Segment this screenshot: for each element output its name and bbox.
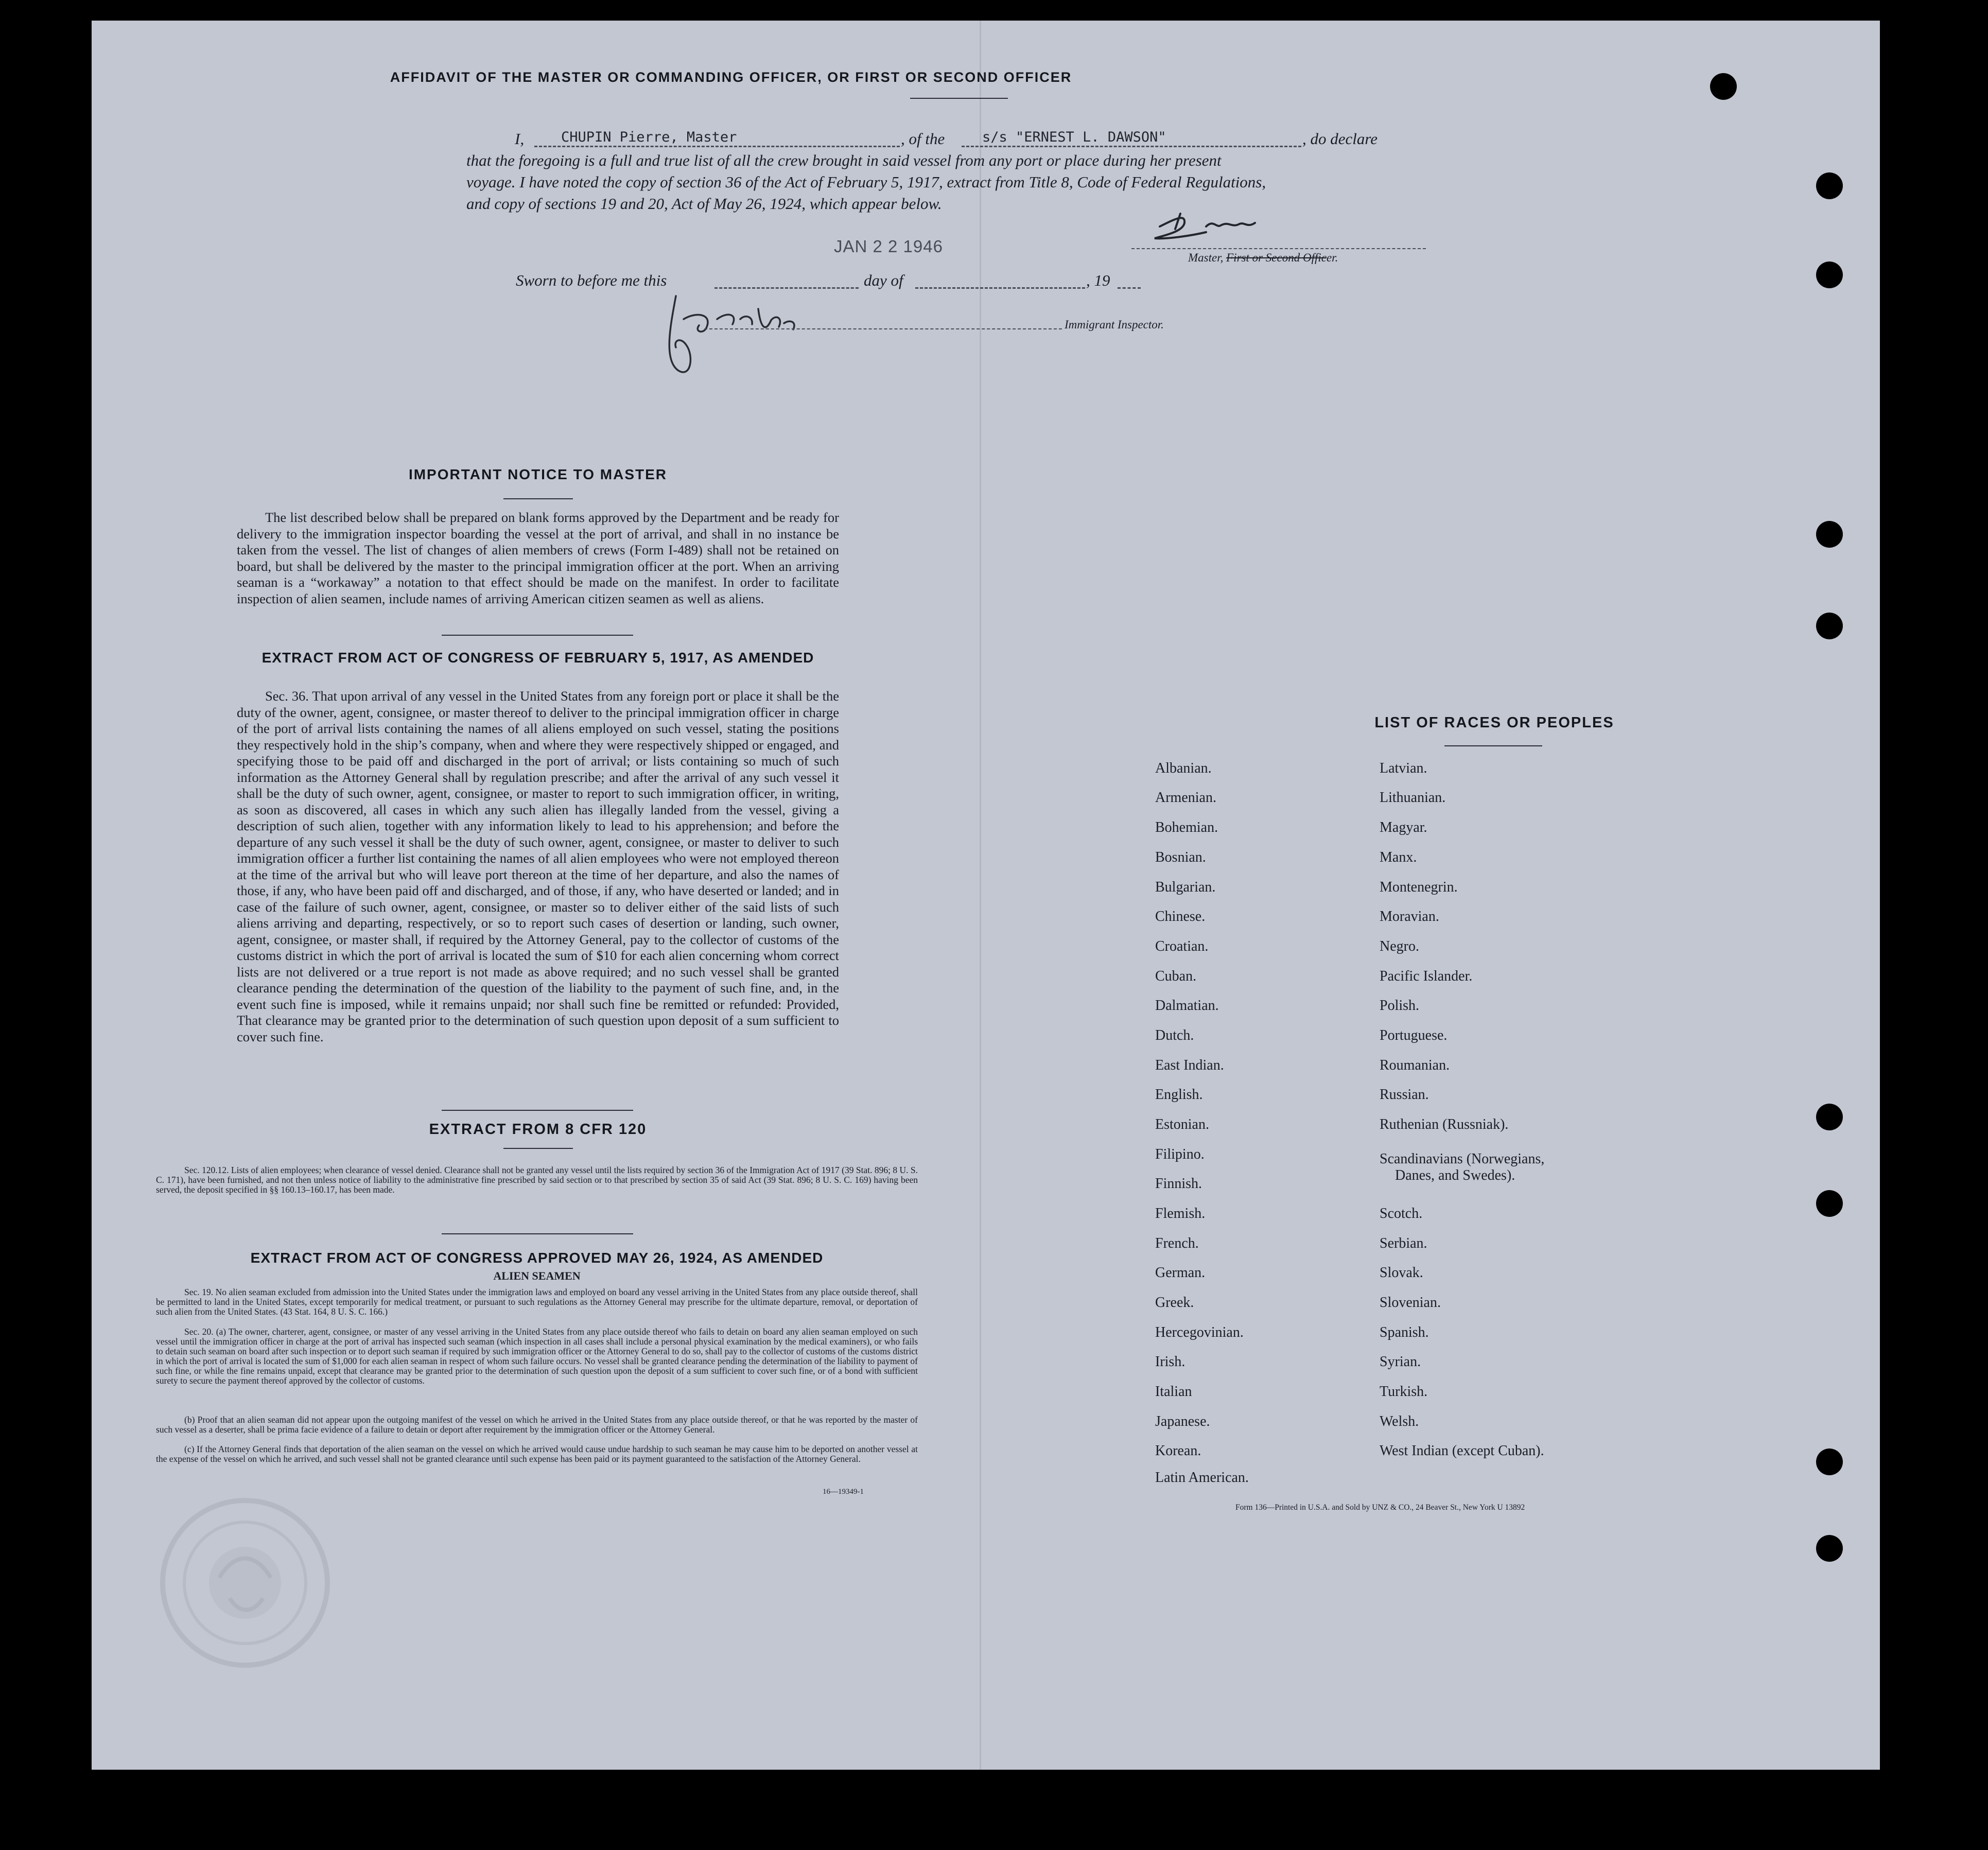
punch-hole — [1816, 172, 1843, 199]
race-item: West Indian (except Cuban). — [1380, 1443, 1544, 1459]
master-signature-line — [1131, 248, 1426, 249]
act1924-subheading: ALIEN SEAMEN — [493, 1269, 581, 1282]
race-item: Croatian. — [1155, 938, 1209, 954]
fold-line — [980, 21, 981, 1770]
act1924-sec20a: Sec. 20. (a) The owner, charterer, agent, consignee, or master of any vessel arriving in the United States from any place outside thereof who fails to detain on board any alien seaman employed on such vessel until the immigration officer in charge at the port of arrival has inspected such seaman (which inspection in all cases shall include a personal physical examination by the medical examiners), or who fails to detain such seaman on board after such inspection or to deport such seaman if required by such immigration officer or the Attorney General to do so, shall pay to the collector of customs of the customs district in which the port of arrival is located the sum of $1,000 for each alien seaman in respect of whom such failure occurs. No vessel shall be granted clearance pending the determination of the liability to payment of such fine, or while the fine remains unpaid, except that clearance may be granted prior to the determination of such question upon the deposit of a sum sufficient to cover such fine, or of a bond with sufficient surety to secure the payment thereof approved by the collector of customs. — [156, 1327, 918, 1386]
act1924-sec20b: (b) Proof that an alien seaman did not appear upon the outgoing manifest of the vessel on which he arrived in the United States from any place outside thereof, or that he was reported by the master of such vessel as a deserter, shall be prima facie evidence of a failure to detain or deport after requirement by the immigration officer or the Attorney General. — [156, 1415, 918, 1435]
race-item: Syrian. — [1380, 1354, 1421, 1370]
heading-rule — [910, 98, 1008, 99]
master-caption — [1188, 251, 1338, 265]
race-item: Moravian. — [1380, 909, 1439, 924]
race-item: Magyar. — [1380, 819, 1427, 835]
cfr-rule — [503, 1148, 573, 1149]
day-of-label: day of — [864, 271, 903, 289]
race-item: Albanian. — [1155, 760, 1212, 776]
cfr-body: Sec. 120.12. Lists of alien employees; when clearance of vessel denied. Clearance shall not be granted any vessel until the lists required by section 36 of the Immigration Act of 1917 (39 Stat. 896; 8 U. S. C. 171), have been furnished, and not then unless notice of liability to the administrative fine prescribed by said section or to that prescribed by section 35 of said Act (39 Stat. 896; 8 U. S. C. 169) having been served, the deposit specified in §§ 160.13–160.17, has been made. — [156, 1165, 918, 1195]
race-item: Italian — [1155, 1384, 1192, 1400]
punch-hole — [1816, 1104, 1843, 1130]
race-item: Filipino. — [1155, 1146, 1205, 1162]
race-item: Greek. — [1155, 1295, 1194, 1311]
punch-hole — [1816, 521, 1843, 548]
sworn-month-line — [915, 287, 1085, 289]
race-item: Korean. — [1155, 1443, 1201, 1459]
race-item: East Indian. — [1155, 1057, 1224, 1073]
sworn-label: Sworn to before me this — [516, 271, 667, 289]
of-the-label: , of the — [901, 130, 945, 148]
notice-body: The list described below shall be prepared on blank forms approved by the Department and be ready for delivery to the immigration inspector boarding the vessel at the port of arrival, and shall in no instance be taken from the vessel. The list of changes of alien members of crews (Form I-489) shall not be retained on board, but shall be delivered by the master to the principal immigration officer at the port. When an arriving seaman is a “workaway” a notation to that effect should be made on the manifest. In order to facilitate inspection of alien seamen, include names of arriving American citizen seamen as well as aliens. — [237, 510, 839, 606]
act1924-code: 16—19349-1 — [823, 1488, 864, 1496]
races-heading: LIST OF RACES OR PEOPLES — [1374, 714, 1614, 731]
race-item: Russian. — [1380, 1087, 1429, 1103]
race-item: Dalmatian. — [1155, 998, 1219, 1014]
notice-rule — [503, 498, 573, 499]
year-prefix: , 19 — [1086, 271, 1110, 289]
i-label: I, — [515, 130, 525, 148]
punch-hole — [1816, 261, 1843, 288]
cfr-heading: EXTRACT FROM 8 CFR 120 — [429, 1121, 647, 1138]
race-item: Lithuanian. — [1380, 790, 1446, 806]
race-item: Dutch. — [1155, 1027, 1194, 1043]
race-item: German. — [1155, 1265, 1206, 1281]
act1917-end-rule — [442, 1110, 633, 1111]
race-item: Japanese. — [1155, 1413, 1210, 1429]
cfr-end-rule — [442, 1233, 633, 1234]
race-item: Scandinavians (Norwegians, — [1380, 1151, 1545, 1167]
master-signature — [1144, 198, 1273, 260]
race-item: Latvian. — [1380, 760, 1427, 776]
punch-hole — [1816, 1535, 1843, 1562]
act1924-heading: EXTRACT FROM ACT OF CONGRESS APPROVED MAY 26, 1924, AS AMENDED — [250, 1250, 824, 1266]
master-caption-text: Master, — [1188, 251, 1224, 264]
affidavit-line-3: voyage. I have noted the copy of section 36 of the Act of February 5, 1917, extract from Title 8, Code of Federal Regulations, — [466, 173, 1266, 191]
form-footer: Form 136—Printed in U.S.A. and Sold by UNZ & CO., 24 Beaver St., New York U 13892 — [1235, 1503, 1525, 1512]
inspector-signature-line — [704, 328, 1062, 329]
race-item: Slovak. — [1380, 1265, 1423, 1281]
races-rule — [1444, 745, 1542, 746]
race-item: Chinese. — [1155, 909, 1206, 924]
punch-hole — [1710, 73, 1737, 100]
race-item: Turkish. — [1380, 1384, 1428, 1400]
race-item: Hercegovinian. — [1155, 1324, 1244, 1340]
race-item: Bohemian. — [1155, 819, 1218, 835]
date-stamp: JAN 2 2 1946 — [834, 237, 943, 256]
caption-end: er. — [1326, 251, 1338, 264]
race-item: Manx. — [1380, 849, 1417, 865]
vessel-name-line — [962, 146, 1301, 147]
race-item: Negro. — [1380, 938, 1419, 954]
race-item: Armenian. — [1155, 790, 1216, 806]
inspector-signature — [655, 283, 830, 396]
notice-heading: IMPORTANT NOTICE TO MASTER — [408, 466, 668, 482]
race-item: Roumanian. — [1380, 1057, 1450, 1073]
race-item: English. — [1155, 1087, 1203, 1103]
punch-hole — [1816, 1190, 1843, 1217]
race-item: Cuban. — [1155, 968, 1197, 984]
act1924-sec19: Sec. 19. No alien seaman excluded from admission into the United States under the immigration laws and employed on board any vessel arriving in the United States from any place outside thereof, shall be permitted to land in the United States, except temporarily for medical treatment, or pursuant to such regulations as the Attorney General may prescribe for the ultimate departure, removal, or deportation of such alien from the United States. (43 Stat. 164, 8 U. S. C. 166.) — [156, 1287, 918, 1317]
act1924-sec20c: (c) If the Attorney General finds that deportation of the alien seaman on the vessel on which he arrived would cause undue hardship to such seaman he may cause him to be deported on another vessel at the expense of the vessel on which he arrived, and such vessel shall not be granted clearance until such expense has been paid or its payment guaranteed to the satisfaction of the Attorney General. — [156, 1444, 918, 1464]
race-item: Estonian. — [1155, 1116, 1209, 1132]
act1917-body: Sec. 36. That upon arrival of any vessel in the United States from any foreign port or place it shall be the duty of the owner, agent, consignee, or master thereof to deliver to the principal immigration officer in charge of the port of arrival lists containing the names of all aliens employed on such vessel, stating the positions they respectively hold in the ship’s company, when and where they were respectively shipped or engaged, and specifying those to be paid off and discharged in the port of arrival; or lists containing so much of such information as the Attorney General shall by regulation prescribe; and after the arrival of any such vessel it shall be the duty of such owner, agent, consignee, or master to report to such immigration officer, in writing, as soon as discovered, all cases in which any such alien has illegally landed from the vessel, giving a description of such alien, together with any information likely to lead to his apprehension; and before the departure of any such vessel it shall be the duty of such owner, agent, consignee, or master to deliver to such immigration officer a further list containing the names of all alien employees who were not employed thereon at the time of the arrival but who will leave port thereon at the time of her departure, and also the names of those, if any, who have been paid off and discharged, and of those, if any, who have deserted or landed; and in case of the failure of such owner, agent, consignee, or master so to deliver either of the said lists of such aliens arriving and departing, respectively, or so to report such cases of desertion or landing, such owner, agent, consignee, or master shall, if required by the Attorney General, pay to the collector of customs of the customs district in which the port of arrival is located the sum of $10 for each alien concerning whom correct lists are not delivered or a true report is not made as above required; and no such vessel shall be granted clearance pending the determination of the question of the liability to the payment of such fine, and, in the event such fine is imposed, while it remains unpaid; nor shall such fine be remitted or refunded: Provided, That clearance may be granted prior to the determination of such question upon deposit of a sum sufficient to cover such fine. — [237, 688, 839, 1044]
affidavit-heading: AFFIDAVIT OF THE MASTER OR COMMANDING OFFICER, OR FIRST OR SECOND OFFICER — [390, 69, 1072, 85]
punch-hole — [1816, 613, 1843, 639]
vessel-name-field: s/s "ERNEST L. DAWSON" — [982, 129, 1166, 145]
affidavit-line-2: that the foregoing is a full and true list of all the crew brought in said vessel from any port or place during her present — [466, 151, 1222, 169]
document-sheet — [92, 21, 1880, 1770]
act1917-heading: EXTRACT FROM ACT OF CONGRESS OF FEBRUARY 5, 1917, AS AMENDED — [261, 650, 814, 666]
sworn-year-line — [1118, 287, 1141, 289]
notice-end-rule — [442, 635, 633, 636]
embossed-seal — [152, 1490, 338, 1676]
race-item: Portuguese. — [1380, 1027, 1448, 1043]
master-name-field: CHUPIN Pierre, Master — [561, 129, 737, 145]
race-item: Montenegrin. — [1380, 879, 1458, 895]
race-item: Spanish. — [1380, 1324, 1429, 1340]
race-item: Serbian. — [1380, 1235, 1427, 1251]
do-declare-label: , do declare — [1302, 130, 1378, 148]
affidavit-line-4: and copy of sections 19 and 20, Act of May 26, 1924, which appear below. — [466, 195, 942, 213]
race-item: Finnish. — [1155, 1176, 1202, 1192]
race-item: Scotch. — [1380, 1206, 1423, 1221]
race-item: Welsh. — [1380, 1413, 1419, 1429]
race-item: Latin American. — [1155, 1470, 1249, 1486]
race-item: Ruthenian (Russniak). — [1380, 1116, 1509, 1132]
struck-caption: First or Second Offic — [1226, 251, 1327, 264]
race-item: Flemish. — [1155, 1206, 1206, 1221]
race-item: French. — [1155, 1235, 1199, 1251]
punch-hole — [1816, 1448, 1843, 1475]
inspector-caption: Immigrant Inspector. — [1065, 318, 1164, 331]
race-item: Danes, and Swedes). — [1395, 1167, 1515, 1183]
race-item: Slovenian. — [1380, 1295, 1441, 1311]
race-item: Irish. — [1155, 1354, 1185, 1370]
race-item: Polish. — [1380, 998, 1420, 1014]
race-item: Bulgarian. — [1155, 879, 1216, 895]
race-item: Pacific Islander. — [1380, 968, 1473, 984]
master-name-line — [534, 146, 900, 147]
race-item: Bosnian. — [1155, 849, 1206, 865]
